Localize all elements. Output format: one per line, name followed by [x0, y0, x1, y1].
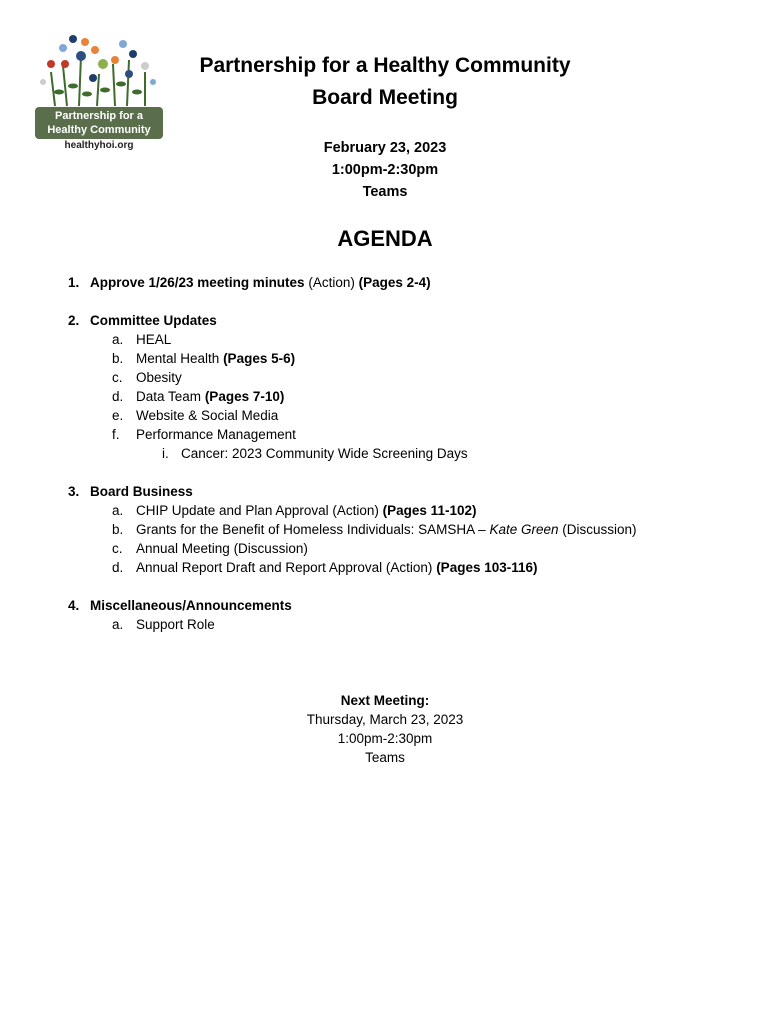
sub-text: Website & Social Media [136, 408, 279, 423]
sub-text: Grants for the Benefit of Homeless Individuals: SAMSHA – [136, 522, 486, 537]
sub-text: Support Role [136, 617, 215, 632]
sub-letter: a. [112, 332, 124, 347]
sub-pages: (Pages 7-10) [204, 389, 285, 404]
sub-text: Cancer: 2023 Community Wide Screening Days [181, 446, 468, 461]
item-number: 3. [68, 484, 80, 499]
sub-letter: i. [162, 446, 169, 461]
title-line-1: Partnership for a Healthy Community [199, 54, 571, 77]
next-meeting [235, 691, 535, 767]
logo-plate [35, 107, 163, 139]
meeting-time: 1:00pm-2:30pm [331, 162, 439, 178]
organization-logo [33, 34, 165, 156]
logo-line-1: Partnership for a [54, 110, 144, 122]
sub-letter: a. [112, 617, 124, 632]
item-label [90, 275, 431, 290]
logo-line-2: Healthy Community [47, 124, 151, 136]
sub-text: HEAL [136, 332, 172, 347]
item-pages: (Pages 2-4) [358, 275, 431, 290]
item-title: Board Business [90, 484, 193, 499]
sub-text: Mental Health [136, 351, 220, 366]
sub-text: Performance Management [136, 427, 296, 442]
sub-letter: c. [112, 541, 123, 556]
item-number: 1. [68, 275, 80, 290]
sub-text: Data Team [136, 389, 202, 404]
sub-letter: d. [112, 389, 124, 404]
item-title: Approve 1/26/23 meeting minutes [90, 275, 305, 290]
sub-text: Annual Report Draft and Report Approval (Action) [136, 560, 433, 575]
title-line-2: Board Meeting [312, 86, 458, 109]
sub-pages: (Pages 103-116) [436, 560, 538, 575]
sub-pages: (Pages 11-102) [382, 503, 477, 518]
logo-url: healthyhoi.org [64, 140, 134, 151]
sub-letter: d. [112, 560, 124, 575]
sub-tail: (Discussion) [562, 522, 637, 537]
sub-letter: b. [112, 522, 124, 537]
item-number: 2. [68, 313, 80, 328]
sub-pages: (Pages 5-6) [223, 351, 296, 366]
meeting-info [235, 137, 535, 203]
presenter-name: Kate Green [489, 522, 559, 537]
next-meeting-location: Teams [365, 750, 405, 765]
agenda-heading: AGENDA [337, 226, 433, 251]
sub-text: CHIP Update and Plan Approval (Action) [136, 503, 379, 518]
item-number: 4. [68, 598, 80, 613]
next-meeting-label: Next Meeting: [340, 693, 430, 708]
sub-text: Annual Meeting (Discussion) [136, 541, 308, 556]
flower-logo-icon [33, 34, 165, 109]
sub-letter: a. [112, 503, 124, 518]
meeting-location: Teams [362, 184, 408, 200]
item-action: (Action) [308, 275, 355, 290]
sub-letter: c. [112, 370, 123, 385]
meeting-date: February 23, 2023 [323, 140, 447, 156]
next-meeting-time: 1:00pm-2:30pm [337, 731, 433, 746]
sub-letter: b. [112, 351, 124, 366]
sub-letter: e. [112, 408, 124, 423]
sub-letter: f. [112, 427, 120, 442]
sub-text: Obesity [136, 370, 182, 385]
item-title: Miscellaneous/Announcements [90, 598, 292, 613]
item-title: Committee Updates [90, 313, 217, 328]
page-title [190, 50, 580, 114]
next-meeting-date: Thursday, March 23, 2023 [306, 712, 464, 727]
